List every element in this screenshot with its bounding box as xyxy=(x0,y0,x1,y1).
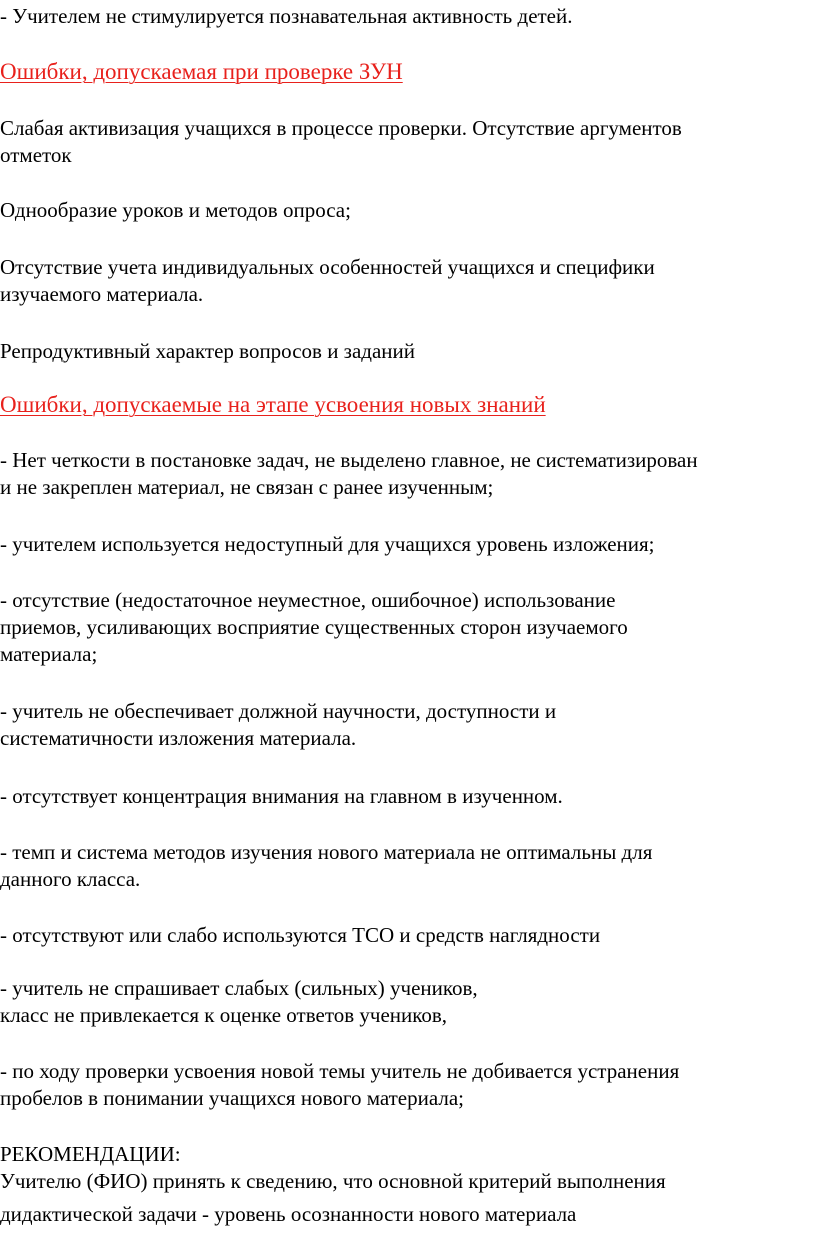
text-line: - учитель не спрашивает слабых (сильных) учеников, xyxy=(0,976,478,1000)
text-line: Учителю (ФИО) принять к сведению, что основной критерий выполнения xyxy=(0,1169,666,1193)
text-line: - учитель не обеспечивает должной научности, доступности и xyxy=(0,699,557,723)
text-line: - Нет четкости в постановке задач, не выделено главное, не систематизирован xyxy=(0,448,698,472)
section2-item-8 xyxy=(0,975,478,1029)
text-line: приемов, усиливающих восприятие существенных сторон изучаемого xyxy=(0,615,628,639)
section1-item-1 xyxy=(0,115,682,169)
text-line: - отсутствие (недостаточное неуместное, ошибочное) использование xyxy=(0,588,616,612)
text-line: - учителем используется недоступный для учащихся уровень изложения; xyxy=(0,532,655,556)
text-line: класс не привлекается к оценке ответов учеников, xyxy=(0,1003,448,1027)
section-heading-knowledge-check: Ошибки, допускаемая при проверке ЗУН xyxy=(0,59,403,84)
text-line: Слабая активизация учащихся в процессе проверки. Отсутствие аргументов xyxy=(0,116,682,140)
intro-paragraph: - Учителем не стимулируется познавательная активность детей. xyxy=(0,4,573,28)
text-line: материала; xyxy=(0,642,98,666)
text-line: - по ходу проверки усвоения новой темы учитель не добивается устранения xyxy=(0,1059,680,1083)
text-line: пробелов в понимании учащихся нового материала; xyxy=(0,1086,464,1110)
section2-item-5 xyxy=(0,783,563,810)
section2-item-7 xyxy=(0,922,600,949)
section2-item-4 xyxy=(0,698,556,752)
text-line: - отсутствуют или слабо используются ТСО и средств наглядности xyxy=(0,923,601,947)
text-line: отметок xyxy=(0,143,72,167)
text-line: и не закреплен материал, не связан с ранее изученным; xyxy=(0,475,494,499)
section2-item-6 xyxy=(0,839,652,893)
section2-item-3 xyxy=(0,587,628,668)
section1-item-2 xyxy=(0,197,351,224)
text-line: - темп и система методов изучения нового материала не оптимальны для xyxy=(0,840,653,864)
section-heading-new-knowledge: Ошибки, допускаемые на этапе усвоения новых знаний xyxy=(0,392,546,417)
section2-item-2 xyxy=(0,531,655,558)
recommendations-title: РЕКОМЕНДАЦИИ: xyxy=(0,1142,181,1166)
section2-item-1 xyxy=(0,447,698,501)
text-line: Репродуктивный характер вопросов и заданий xyxy=(0,339,416,363)
text-line: данного класса. xyxy=(0,867,141,891)
text-line: Однообразие уроков и методов опроса; xyxy=(0,198,351,222)
section2-item-9 xyxy=(0,1058,679,1112)
section1-item-4 xyxy=(0,338,415,365)
recommendations-block xyxy=(0,1141,666,1228)
text-line: изучаемого материала. xyxy=(0,282,204,306)
text-line: систематичности изложения материала. xyxy=(0,726,357,750)
text-line: Отсутствие учета индивидуальных особенностей учащихся и специфики xyxy=(0,255,655,279)
text-line: - отсутствует концентрация внимания на главном в изученном. xyxy=(0,784,563,808)
text-line: дидактической задачи - уровень осознанности нового материала xyxy=(0,1202,577,1226)
section1-item-3 xyxy=(0,254,655,308)
